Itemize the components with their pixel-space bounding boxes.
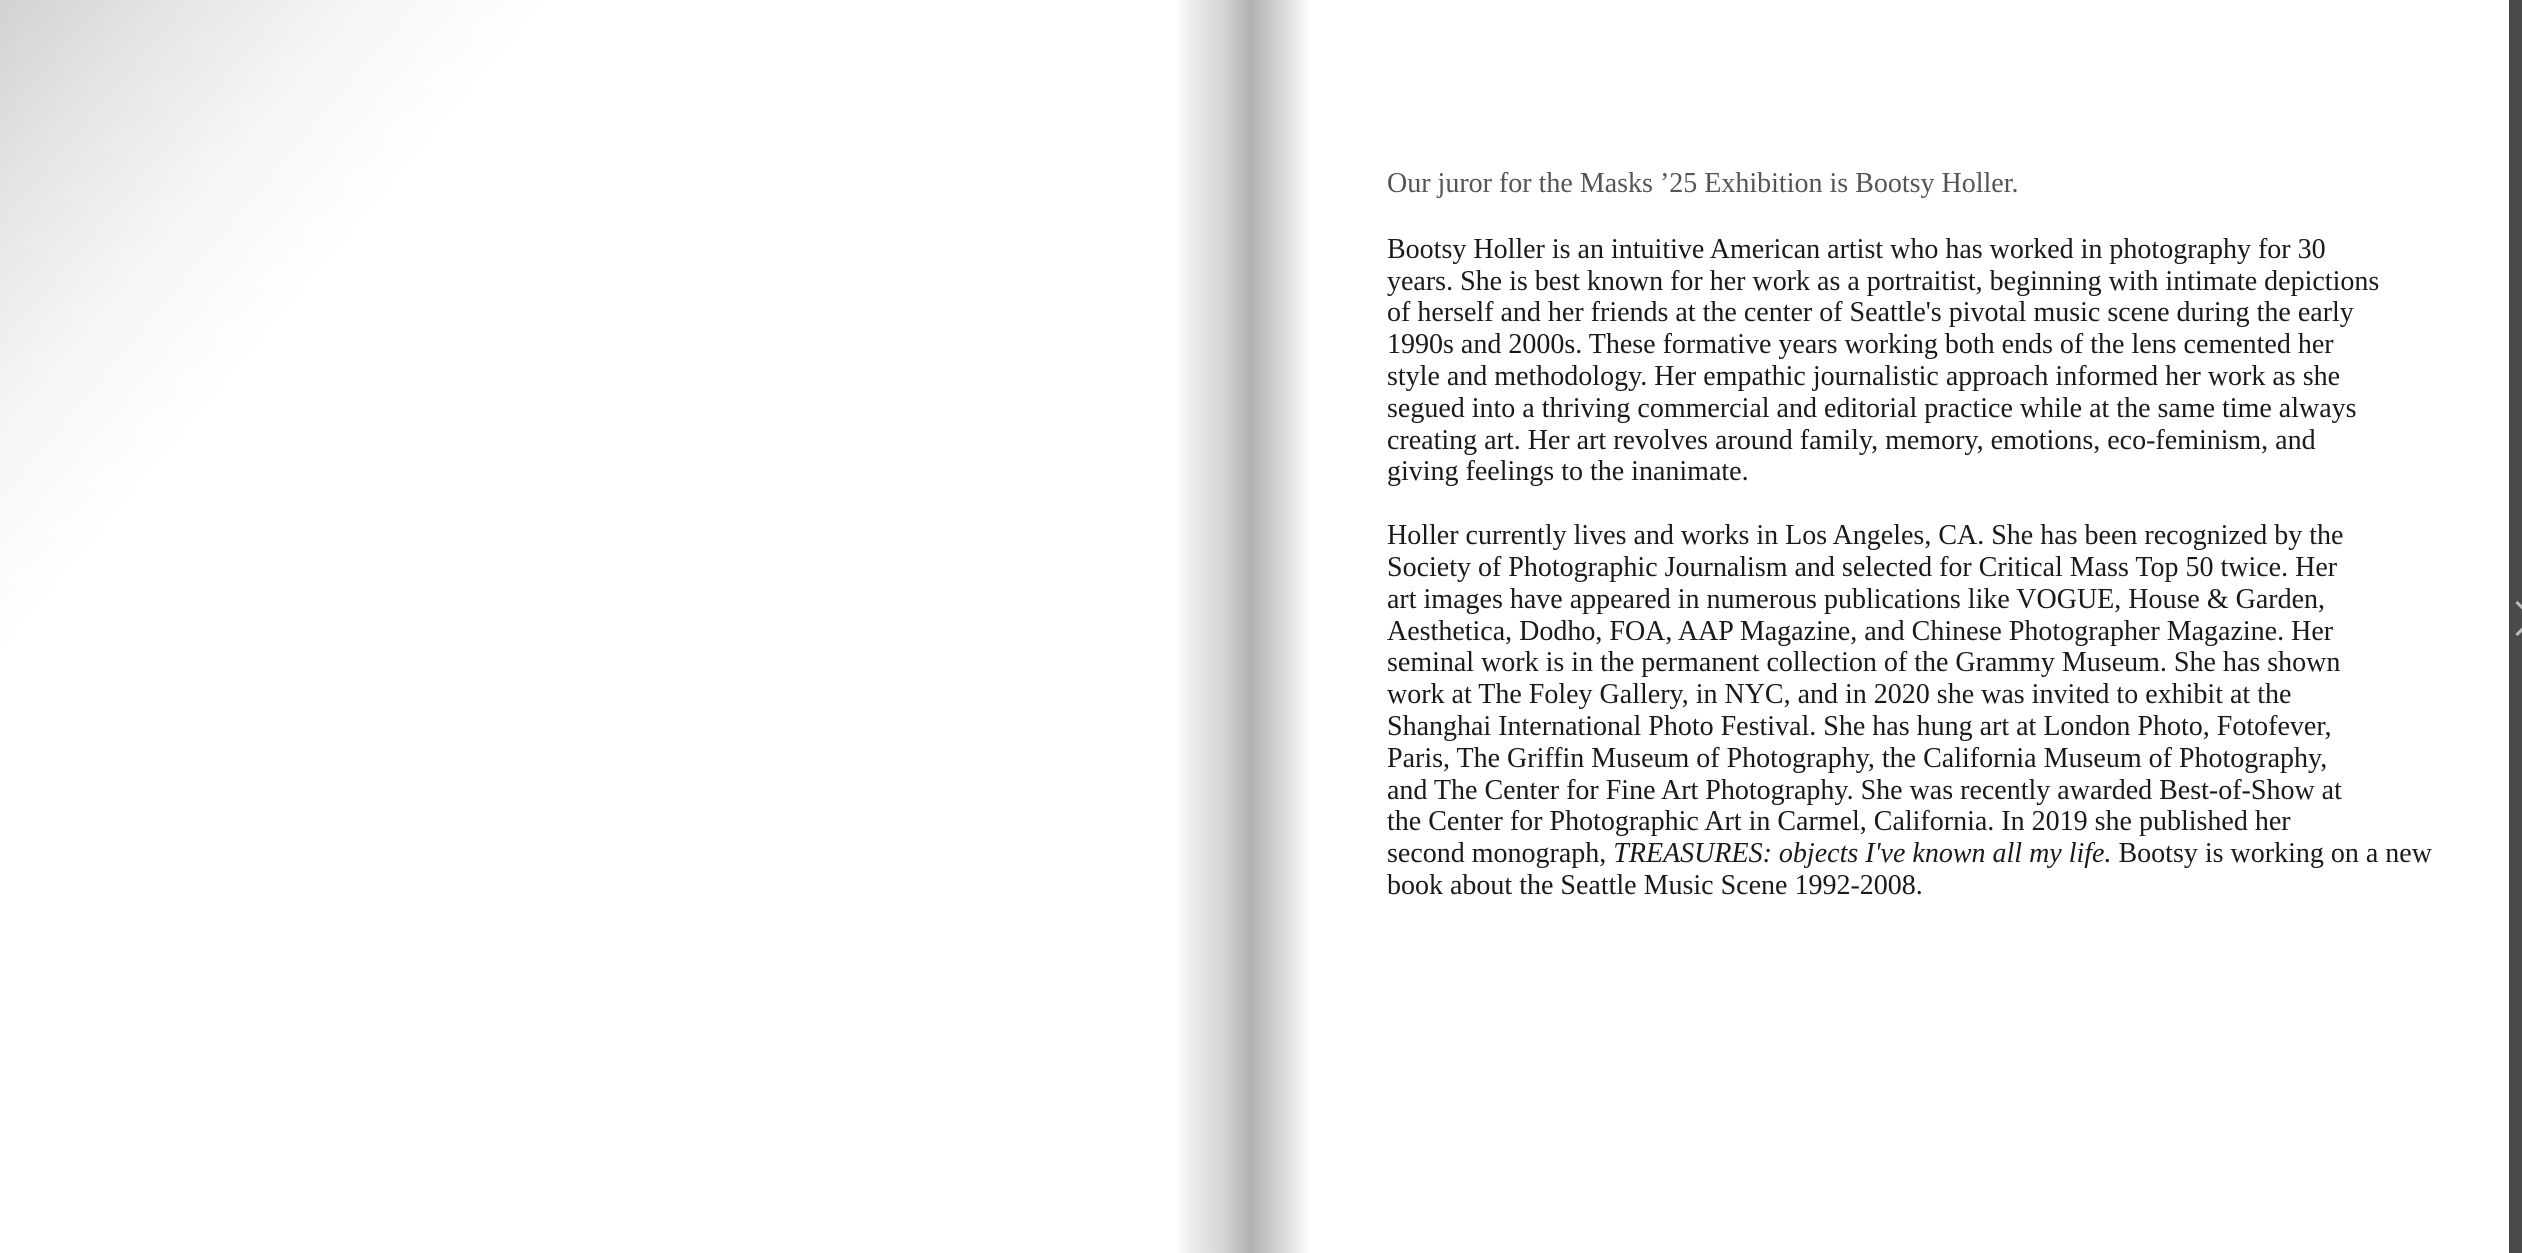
text-line: of herself and her friends at the center of Seattle's pivotal music scene during the early [1387,297,2354,329]
text-line: style and methodology. Her empathic journalistic approach informed her work as she [1387,360,2341,392]
text-line: Aesthetica, Dodho, FOA, AAP Magazine, and Chinese Photographer Magazine. Her [1387,615,2334,647]
paragraph-1 [1387,234,2387,488]
text-line: work at The Foley Gallery, in NYC, and in 2020 she was invited to exhibit at the [1387,679,2292,711]
text-line: Society of Photographic Journalism and selected for Critical Mass Top 50 twice. Her [1387,551,2338,583]
text-line: Shanghai International Photo Festival. She has hung art at London Photo, Fotofever, [1387,710,2332,742]
book-spine-shadow [1175,0,1310,1253]
juror-bio [1387,168,2432,934]
text-line: seminal work is in the permanent collection of the Grammy Museum. She has shown [1387,647,2341,679]
text-line: years. She is best known for her work as a portraitist, beginning with intimate depictions [1387,265,2380,297]
text-line: book about the Seattle Music Scene 1992-2008. [1387,869,1923,901]
text-segment: second monograph, [1387,838,1614,870]
text-line: and The Center for Fine Art Photography. She was recently awarded Best-of-Show at [1387,774,2342,806]
text-line: 1990s and 2000s. These formative years working both ends of the lens cemented her [1387,329,2334,361]
text-line: segued into a thriving commercial and editorial practice while at the same time always [1387,392,2357,424]
text-line [1387,838,2432,870]
text-line: Bootsy Holler is an intuitive American artist who has worked in photography for 30 [1387,233,2326,265]
text-line: Holler currently lives and works in Los Angeles, CA. She has been recognized by the [1387,520,2344,552]
text-segment: Bootsy is working on a new [2111,838,2432,870]
text-line: creating art. Her art revolves around family, memory, emotions, eco-feminism, and [1387,424,2316,456]
left-page [0,0,1250,1253]
paragraph-2 [1387,520,2432,902]
text-line: the Center for Photographic Art in Carmel, California. In 2019 she published her [1387,806,2291,838]
text-line: Paris, The Griffin Museum of Photography, the California Museum of Photography, [1387,742,2328,774]
intro-line: Our juror for the Masks ’25 Exhibition is Bootsy Holler. [1387,168,2019,199]
text-line: art images have appeared in numerous publications like VOGUE, House & Garden, [1387,583,2325,615]
text-line: giving feelings to the inanimate. [1387,456,1749,488]
book-title: TREASURES: objects I've known all my life. [1613,838,2112,870]
